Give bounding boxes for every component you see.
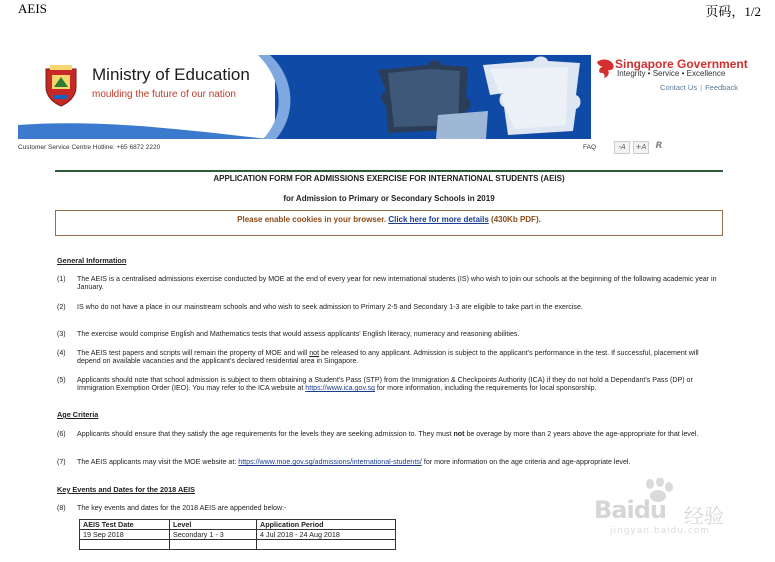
feedback-link[interactable]: Feedback xyxy=(705,83,738,92)
list-item xyxy=(57,275,722,291)
item-number: (7) xyxy=(57,458,66,466)
faq-link[interactable]: FAQ xyxy=(583,144,597,151)
font-larger-button[interactable]: +A xyxy=(633,141,649,154)
section-key-events: Key Events and Dates for the 2018 AEIS xyxy=(57,485,196,494)
item-text xyxy=(77,458,722,466)
section-general-information: General Information xyxy=(57,256,127,265)
baidu-watermark xyxy=(592,478,742,538)
item-text-emphasis: not xyxy=(309,349,320,357)
table-cell: 19 Sep 2018 xyxy=(80,530,170,540)
print-header-title: AEIS xyxy=(18,1,47,16)
table-cell xyxy=(80,540,170,550)
moe-website-link[interactable]: https://www.moe.gov.sg/admissions/international-students/ xyxy=(238,458,422,466)
item-number: (5) xyxy=(57,376,66,384)
column-header-level: Level xyxy=(170,520,257,530)
font-smaller-button[interactable]: -A xyxy=(614,141,630,154)
key-dates-table xyxy=(79,519,396,550)
ministry-name: Ministry of Education xyxy=(92,65,250,84)
table-cell: Secondary 1 - 3 xyxy=(170,530,257,540)
item-text-pre: Applicants should ensure that they satisfy the age requirements for the levels they are seeking admission to. They must xyxy=(77,430,454,438)
cookie-notice xyxy=(55,210,723,236)
table-row xyxy=(80,530,396,540)
moe-banner[interactable] xyxy=(18,55,591,139)
item-text-post: for more information on the age criteria and age-appropriate level. xyxy=(421,458,631,466)
table-cell: 4 Jul 2018 - 24 Aug 2018 xyxy=(257,530,396,540)
section-age-criteria: Age Criteria xyxy=(57,410,99,419)
item-text: The exercise would comprise English and Mathematics tests that would assess applicants' English literacy, numeracy and reasoning abilities. xyxy=(77,330,520,338)
item-text-post: for more information, including the requirements for local sponsorship. xyxy=(374,384,597,393)
form-title: APPLICATION FORM FOR ADMISSIONS EXERCISE FOR INTERNATIONAL STUDENTS (AEIS) xyxy=(213,174,565,183)
list-item xyxy=(57,303,722,311)
hotline-text: Customer Service Centre Hotline: +65 6872 2220 xyxy=(18,144,161,151)
watermark-cn: 经验 xyxy=(684,504,724,528)
list-item xyxy=(57,458,722,466)
list-item xyxy=(57,349,722,365)
item-text: The AEIS is a centralised admissions exercise conducted by MOE at the end of every year for new international students (IS) who wish to join our schools at the beginning of the following academic year in January. xyxy=(77,275,717,292)
font-size-controls xyxy=(614,141,666,154)
item-number: (4) xyxy=(57,349,66,357)
ministry-tagline: moulding the future of our nation xyxy=(92,89,236,100)
moe-crest-icon xyxy=(42,63,80,107)
watermark-brand: Baidu xyxy=(594,496,666,524)
item-text: The key events and dates for the 2018 AEIS are appended below:- xyxy=(77,504,287,512)
list-item xyxy=(57,430,722,438)
item-number: (8) xyxy=(57,504,66,512)
cookie-suffix: (430Kb PDF). xyxy=(491,215,541,224)
item-text-pre: Applicants should note that school admission is subject to them obtaining a Student's Pass (STP) from the Immigration & Checkpoints Authority (ICA) if they do not hold a Dependant's Pass (DP) or Immigration Exemption Order (IEO). You may refer to the ICA website at xyxy=(77,376,693,393)
singapore-government-tagline: Integrity • Service • Excellence xyxy=(617,69,726,78)
item-text-pre: The AEIS applicants may visit the MOE website at: xyxy=(77,458,239,466)
item-text-post: be released to any applicant. Admission is subject to the applicant's performance in the test. If successful, placement will depend on available vacancies and the applicant's declared residential area in Singapore. xyxy=(77,349,699,366)
puzzle-pieces-graphic xyxy=(318,55,591,139)
font-reset-button[interactable]: R xyxy=(655,141,663,151)
item-text-post: be overage by more than 2 years above the age-appropriate for that level. xyxy=(464,430,699,438)
table-header-row xyxy=(80,520,396,530)
watermark-url: jingyan.baidu.com xyxy=(610,526,711,536)
form-subtitle: for Admission to Primary or Secondary Schools in 2019 xyxy=(283,194,495,203)
item-text xyxy=(77,430,722,438)
column-header-application-period: Application Period xyxy=(257,520,396,530)
cookie-details-link[interactable]: Click here for more details xyxy=(388,215,489,224)
sg-links xyxy=(660,83,738,92)
singapore-government-title: Singapore Government xyxy=(615,57,748,71)
item-number: (3) xyxy=(57,330,66,338)
link-separator: | xyxy=(700,83,703,92)
item-number: (2) xyxy=(57,303,66,311)
list-item xyxy=(57,376,722,392)
item-text: IS who do not have a place in our mainstream schools and who wish to seek admission to Primary 2-5 and Secondary 1-3 are eligible to take part in the exercise. xyxy=(77,303,583,311)
print-page-number: 页码，1/2 xyxy=(705,4,761,19)
cookie-notice-text xyxy=(56,215,722,224)
item-text xyxy=(77,349,722,365)
item-text-bold: not xyxy=(453,430,465,438)
item-number: (1) xyxy=(57,275,66,283)
form-top-divider xyxy=(55,170,723,172)
table-row xyxy=(80,540,396,550)
column-header-test-date: AEIS Test Date xyxy=(80,520,170,530)
contact-us-link[interactable]: Contact Us xyxy=(660,83,698,92)
list-item xyxy=(57,330,722,338)
item-text xyxy=(77,376,722,392)
cookie-prefix: Please enable cookies in your browser. xyxy=(237,215,387,224)
item-text-pre: The AEIS test papers and scripts will remain the property of MOE and will xyxy=(77,349,310,357)
item-number: (6) xyxy=(57,430,66,438)
ica-website-link[interactable]: https://www.ica.gov.sg xyxy=(305,384,375,393)
table-cell xyxy=(170,540,257,550)
singapore-lion-icon xyxy=(594,58,616,80)
table-cell xyxy=(257,540,396,550)
